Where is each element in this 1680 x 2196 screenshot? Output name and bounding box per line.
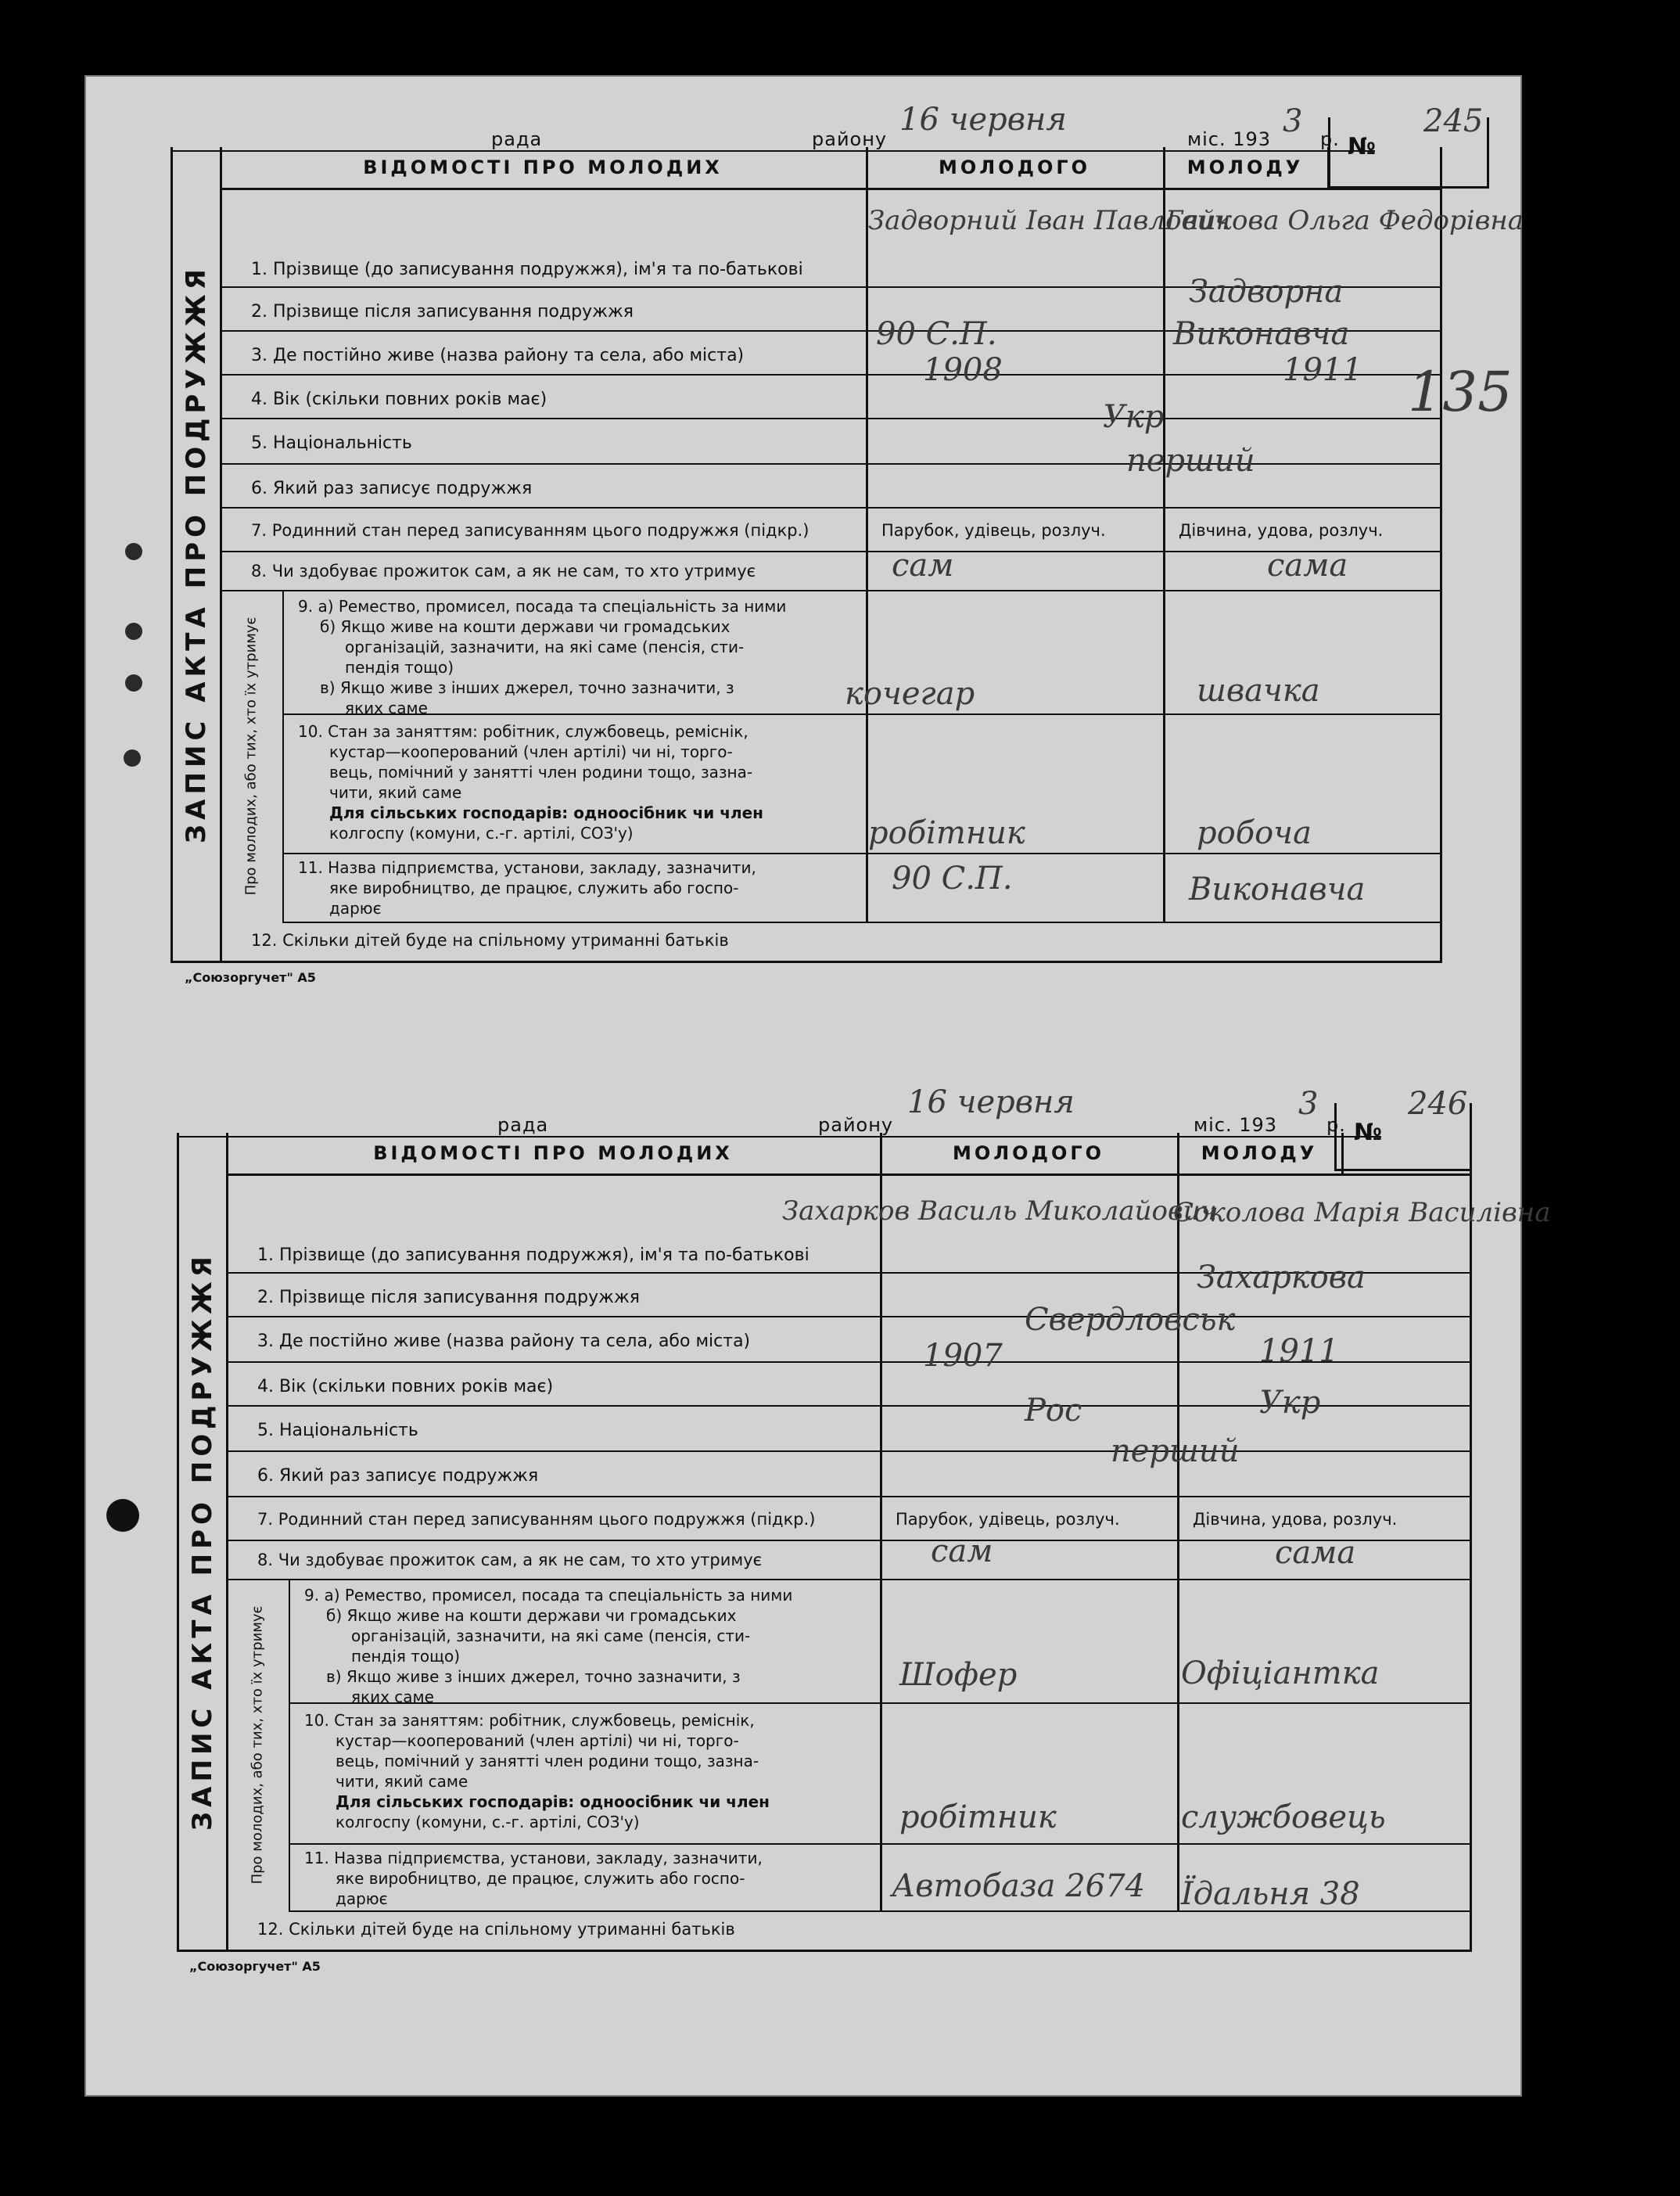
hw-r8-bride: сама: [1267, 548, 1348, 584]
hw-groom-name: Задворний Іван Павлович: [868, 205, 1231, 236]
number-label: №: [1348, 133, 1377, 160]
r7-groom-options: Парубок, удівець, розлуч.: [881, 521, 1106, 540]
row-3: 3. Де постійно живе (назва району та села, або міста): [220, 330, 1440, 376]
row-4: 4. Вік (скільки повних років має): [226, 1361, 1470, 1407]
hw-r2-bride: Захаркова: [1197, 1260, 1366, 1296]
hw-r8-groom: сам: [892, 548, 954, 584]
header-bride: МОЛОДУ: [1186, 156, 1304, 178]
printer-imprint: „Союзоргучет" А5: [185, 970, 316, 985]
row-1: 1. Прізвище (до записування подружжя), ім'я та по-батькові: [226, 1173, 1470, 1274]
punch-hole: [125, 623, 142, 640]
row-3: 3. Де постійно живе (назва району та села, або міста): [226, 1316, 1470, 1363]
side-title: ЗАПИС АКТА ПРО ПОДРУЖЖЯ: [173, 147, 222, 961]
rada-label: рада: [491, 128, 543, 150]
row-5: 5. Національність: [226, 1405, 1470, 1452]
hw-year: 3: [1298, 1086, 1319, 1122]
punch-hole: [124, 749, 141, 767]
hw-r10-groom: робітник: [899, 1799, 1057, 1835]
row-11: 11. Назва підприємства, установи, закладу, зазначити, яке виробництво, де працює, служить або госпо- дарює: [289, 1843, 1470, 1912]
hw-r5-bride: Укр: [1259, 1385, 1321, 1421]
row-2: 2. Прізвище після записування подружжя: [226, 1272, 1470, 1317]
col-divider: [1327, 147, 1330, 188]
month-label: міс. 193: [1194, 1114, 1278, 1136]
row-6: 6. Який раз записує подружжя: [226, 1450, 1470, 1497]
hw-bride-name: Соколова Марія Василівна: [1173, 1197, 1551, 1228]
header-groom: МОЛОДОГО: [952, 1142, 1105, 1164]
side-title: ЗАПИС АКТА ПРО ПОДРУЖЖЯ: [179, 1133, 228, 1950]
r7-bride-options: Дівчина, удова, розлуч.: [1193, 1510, 1398, 1529]
sub-side-label: Про молодих, або тих, хто їх утримує: [226, 1579, 290, 1910]
printer-imprint: „Союзоргучет" А5: [189, 1959, 321, 1974]
month-label: міс. 193: [1187, 128, 1272, 150]
punch-hole: [125, 543, 142, 560]
hw-r3: Свердловськ: [1025, 1302, 1236, 1338]
row-7: 7. Родинний стан перед записуванням цього подружжя (підкр.) Парубок, удівець, розлуч. Дівчина, удова, розлуч.: [220, 507, 1440, 552]
row-7: 7. Родинний стан перед записуванням цього подружжя (підкр.) Парубок, удівець, розлуч. Дівчина, удова, розлуч.: [226, 1496, 1470, 1541]
hw-r5-groom: Рос: [1025, 1393, 1082, 1429]
table-header: [226, 1133, 1470, 1176]
hw-bride-name: Гайкова Ольга Федорівна: [1165, 205, 1524, 236]
hw-r4-groom: 1907: [923, 1338, 1003, 1374]
hw-r9-bride: швачка: [1197, 673, 1320, 709]
hw-r4-bride: 1911: [1283, 352, 1362, 388]
hw-r8-groom: сам: [931, 1533, 993, 1569]
hw-r10-bride: робоча: [1197, 815, 1312, 851]
row-12: 12. Скільки дітей буде на спільному утриманні батьків: [251, 931, 729, 950]
header-title: ВІДОМОСТІ ПРО МОЛОДИХ: [363, 156, 723, 178]
sub-side-label: Про молодих, або тих, хто їх утримує: [220, 590, 284, 922]
r7-bride-options: Дівчина, удова, розлуч.: [1179, 521, 1384, 540]
number-label: №: [1354, 1119, 1383, 1146]
punch-hole: [106, 1499, 139, 1532]
punch-hole: [125, 674, 142, 692]
col-divider: [1341, 1133, 1344, 1173]
hw-r10-groom: робітник: [868, 815, 1025, 851]
row-5: 5. Національність: [220, 418, 1440, 465]
hw-groom-name: Захарков Василь Миколайович: [782, 1195, 1217, 1227]
table-header: [220, 147, 1440, 190]
header-title: ВІДОМОСТІ ПРО МОЛОДИХ: [373, 1142, 733, 1164]
year-label: р.: [1326, 1114, 1346, 1136]
row-2: 2. Прізвище після записування подружжя: [220, 286, 1440, 332]
row-4: 4. Вік (скільки повних років має): [220, 374, 1440, 419]
hw-date: 16 червня: [907, 1084, 1075, 1120]
rada-label: рада: [497, 1114, 549, 1136]
hw-r11-bride: Виконавча: [1189, 872, 1366, 908]
row-12: 12. Скільки дітей буде на спільному утриманні батьків: [257, 1920, 735, 1939]
hw-r9-groom: кочегар: [845, 676, 975, 712]
row-9: 9. а) Ремество, промисел, посада та спеціальність за ними б) Якщо живе на кошти держави чи громадських організацій, зазначити, на які саме (пенсія, сти- пендія тощо) в) Якщо живе з інших джерел, точно зазначити, з яких саме: [289, 1579, 1470, 1704]
row-6: 6. Який раз записує подружжя: [220, 463, 1440, 509]
hw-margin-number: 135: [1408, 360, 1513, 424]
row-9: 9. а) Ремество, промисел, посада та спеціальність за ними б) Якщо живе на кошти держави чи громадських організацій, зазначити, на які саме (пенсія, сти- пендія тощо) в) Якщо живе з інших джерел, точно зазначити, з яких саме: [282, 590, 1440, 715]
hw-r2-bride: Задворна: [1189, 274, 1344, 310]
row-11: 11. Назва підприємства, установи, закладу, зазначити, яке виробництво, де працює, служить або госпо- дарює: [282, 853, 1440, 923]
header-bride: МОЛОДУ: [1201, 1142, 1318, 1164]
hw-r10-bride: службовець: [1181, 1799, 1386, 1835]
hw-r11-groom: Автобаза 2674: [892, 1868, 1146, 1904]
raion-label: району: [812, 128, 888, 150]
hw-r11-bride: Їдальня 38: [1181, 1876, 1360, 1912]
hw-record-number: 246: [1408, 1086, 1468, 1122]
row-8: 8. Чи здобуває прожиток сам, а як не сам, то хто утримує: [226, 1540, 1470, 1580]
hw-r6: перший: [1126, 443, 1255, 479]
year-label: р.: [1320, 128, 1340, 150]
raion-label: району: [818, 1114, 894, 1136]
header-groom: МОЛОДОГО: [938, 156, 1091, 178]
hw-r8-bride: сама: [1275, 1535, 1356, 1571]
row-8: 8. Чи здобуває прожиток сам, а як не сам, то хто утримує: [220, 551, 1440, 591]
hw-record-number: 245: [1423, 103, 1484, 139]
hw-r4-bride: 1911: [1259, 1333, 1339, 1369]
hw-r11-groom: 90 С.П.: [892, 861, 1013, 897]
hw-r9-bride: Офіціантка: [1181, 1655, 1380, 1691]
hw-r3-bride: Виконавча: [1173, 316, 1350, 352]
hw-r6: перший: [1111, 1433, 1240, 1469]
hw-r5: Укр: [1103, 399, 1165, 435]
row-10: 10. Стан за заняттям: робітник, службовець, реміснік, кустар—кооперований (член артілі) чи ні, торго- вець, помічний у занятті член родини тощо, зазна- чити, який саме Для сільських господарів: одноосібник чи член колгоспу (комуни, с.-г. артілі, СОЗ'у): [289, 1702, 1470, 1845]
hw-r3-groom: 90 С.П.: [876, 316, 997, 352]
hw-r9-groom: Шофер: [899, 1657, 1018, 1693]
hw-r4-groom: 1908: [923, 352, 1003, 388]
row-1: 1. Прізвище (до записування подружжя), ім'я та по-батькові: [220, 188, 1440, 288]
hw-date: 16 червня: [899, 102, 1067, 138]
r7-groom-options: Парубок, удівець, розлуч.: [896, 1510, 1120, 1529]
hw-year: 3: [1283, 103, 1303, 139]
row-10: 10. Стан за заняттям: робітник, службовець, реміснік, кустар—кооперований (член артілі) чи ні, торго- вець, помічний у занятті член родини тощо, зазна- чити, який саме Для сільських господарів: одноосібник чи член колгоспу (комуни, с.-г. артілі, СОЗ'у): [282, 713, 1440, 854]
